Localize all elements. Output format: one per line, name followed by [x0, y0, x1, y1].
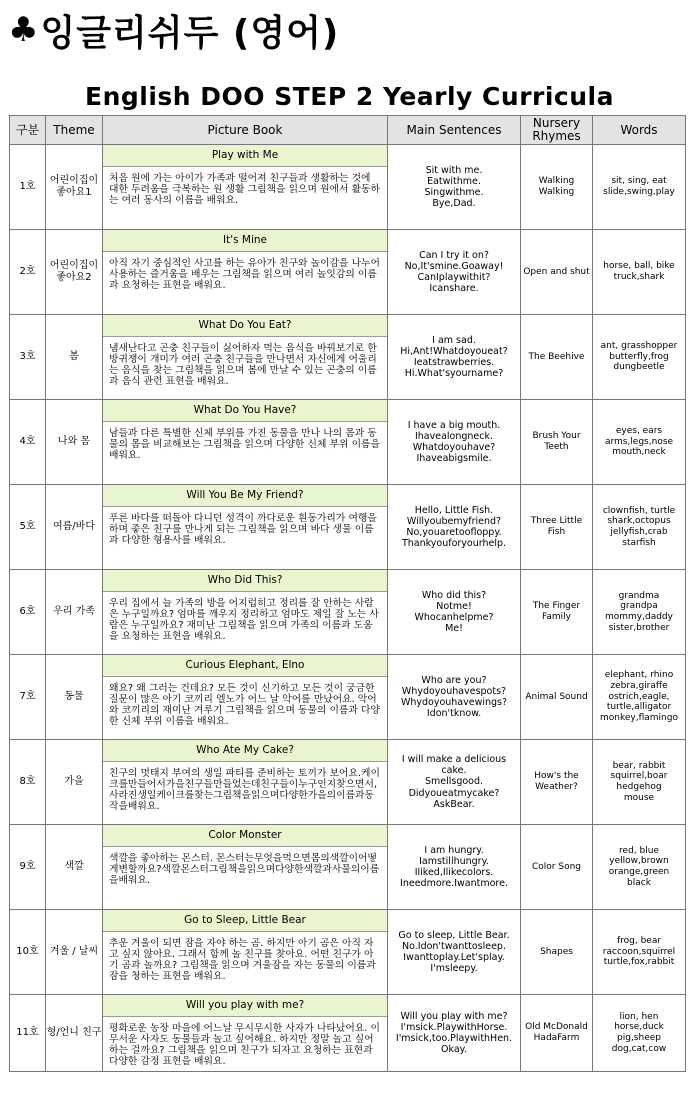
picture-book-description: 친구의 멋태지 부여의 생일 파티를 준비하는 토끼가 보어요.케이크를만들어서가을친구들만들었는데친구들이누구인지찾으면서,사라진생일케이크를찾는그림책을읽으며다양한가을의이름과동작을배워요.: [109, 768, 380, 813]
picture-book-title: Will You Be My Friend?: [103, 485, 387, 507]
picture-book-description: 아직 자기 중심적인 사고를 하는 유아가 친구와 놀이감을 나누어 사용하는 즐거움을 배우는 그림책을 읽으며 여러 놀잇감의 이름과 요청하는 표현을 배워요.: [109, 258, 380, 292]
sentence-line: Whatdoyouhave?: [412, 442, 496, 453]
picture-book-title: What Do You Have?: [103, 400, 387, 422]
issue-number: 8호: [10, 740, 46, 825]
sentence-line: Me!: [445, 623, 463, 635]
sentence-line: Thankyouforyourhelp.: [401, 538, 507, 550]
word-line: raccoon,squirrel: [602, 946, 676, 957]
words-cell: [593, 995, 686, 1072]
word-line: ostrich,eagle,: [608, 691, 670, 702]
main-sentences-cell: [388, 825, 521, 910]
sentence-line: Iwanttoplay.Let'splay.: [403, 952, 505, 963]
words-cell: [593, 315, 686, 400]
sentence-line: Go to sleep, Little Bear.: [398, 929, 510, 941]
theme-cell: 여름/바다: [46, 485, 103, 570]
issue-number: 6호: [10, 570, 46, 655]
brand-title: 잉글리쉬두 (영어): [40, 12, 340, 54]
picture-book-description: 색깔을 좋아하는 몬스터. 몬스터는무엇을먹으면몸의색깔이어떻게변할까요?색깔몬스터그림책을읽으며다양한색깔과사물의이름을배워요.: [109, 853, 380, 887]
brand-header: [8, 4, 339, 56]
words-cell: [593, 145, 686, 230]
picture-book-title: Play with Me: [103, 145, 387, 167]
sentence-line: I will make a delicious cake.: [401, 753, 507, 777]
theme-cell: 봄: [46, 315, 103, 400]
theme-cell: 겨울 / 날씨: [46, 910, 103, 995]
word-line: clownfish, turtle: [602, 505, 676, 516]
picture-book-title: Curious Elephant, Elno: [103, 655, 387, 677]
column-header-no: 구분: [10, 116, 46, 145]
picture-book-description: 평화로운 농장 마을에 어느날 무시무시한 사자가 나타났어요. 이 무서운 사자도 동물들과 놀고 싶어해요. 하지만 정말 놀고 싶어하는 걸까요? 그림책을 읽으며 친구가 되자고 요청하는 표현과 다양한 감정 표현을 배워요.: [109, 1023, 380, 1068]
sentence-line: Whydoyouhavewings?: [400, 697, 508, 708]
table-row: [10, 400, 686, 485]
sentence-line: I'msleepy.: [430, 963, 478, 975]
words-cell: [593, 400, 686, 485]
sentence-line: Idon'tknow.: [426, 708, 482, 720]
word-line: shark,octopus: [607, 516, 671, 527]
sentence-line: I'msick.PlaywithHorse.: [400, 1021, 508, 1033]
word-line: slide,swing,play: [603, 187, 675, 197]
picture-book-cell: [103, 230, 388, 315]
table-row: [10, 315, 686, 400]
column-header-nursery-rhymes: Nursery Rhymes: [521, 116, 593, 145]
picture-book-cell: [103, 570, 388, 655]
main-sentences-cell: [388, 995, 521, 1072]
sentence-line: No,youaretoofloppy.: [406, 527, 502, 538]
nursery-rhyme-cell: Three Little Fish: [521, 485, 593, 570]
word-line: black: [627, 877, 651, 888]
nursery-rhyme-cell: Old McDonald HadaFarm: [521, 995, 593, 1072]
nursery-rhyme-cell: Open and shut: [521, 230, 593, 315]
sentence-line: I am sad.: [432, 334, 476, 346]
table-row: [10, 740, 686, 825]
picture-book-cell: [103, 485, 388, 570]
sentence-line: Ineedmore.Iwantmore.: [400, 878, 508, 890]
main-sentences-cell: [388, 145, 521, 230]
word-line: jellyfish,crab: [610, 527, 668, 537]
picture-book-title: Who Ate My Cake?: [103, 740, 387, 762]
issue-number: 9호: [10, 825, 46, 910]
words-cell: [593, 655, 686, 740]
issue-number: 7호: [10, 655, 46, 740]
word-line: truck,shark: [613, 272, 665, 282]
table-row: [10, 910, 686, 995]
nursery-rhyme-cell: Color Song: [521, 825, 593, 910]
word-line: turtle,alligator: [606, 702, 672, 713]
table-header-row: [10, 116, 686, 145]
nursery-rhyme-cell: Brush Your Teeth: [521, 400, 593, 485]
word-line: bear, rabbit: [612, 760, 666, 771]
theme-cell: 동물: [46, 655, 103, 740]
picture-book-cell: [103, 315, 388, 400]
nursery-rhyme-cell: Shapes: [521, 910, 593, 995]
theme-cell: 어린이집이 좋아요1: [46, 145, 103, 230]
picture-book-description: 추운 겨울이 되면 잠을 자야 하는 곰. 하지만 아기 곰은 아직 자고 싶지 않아요. 그래서 함께 놀 친구를 찾아요. 어떤 친구가 아기 곰과 놀까요? 그림책을 읽으며 겨울잠을 자는 동물의 이름과 잠을 청하는 표현을 배워요.: [109, 938, 376, 983]
issue-number: 1호: [10, 145, 46, 230]
main-sentences-cell: [388, 315, 521, 400]
main-sentences-cell: [388, 400, 521, 485]
picture-book-cell: [103, 910, 388, 995]
sentence-line: I'msick,too.PlaywithHen.: [395, 1033, 513, 1044]
word-line: turtle,fox,rabbit: [603, 957, 675, 968]
sentence-line: Hi,Ant!Whatdoyoueat?: [400, 345, 508, 357]
picture-book-cell: [103, 825, 388, 910]
picture-book-cell: [103, 740, 388, 825]
issue-number: 5호: [10, 485, 46, 570]
picture-book-description: 푸른 바다를 떠돌아 다니던 성격이 까다로운 흰동가리가 여행을 하며 좋은 친구를 만나게 되는 그림책을 읽으며 바다 생물 이름과 다양한 형용사를 배워요.: [109, 513, 377, 547]
nursery-rhyme-cell: Walking Walking: [521, 145, 593, 230]
word-line: pig,sheep: [617, 1033, 661, 1043]
word-line: zebra,giraffe: [610, 681, 668, 692]
picture-book-description: 남들과 다른 특별한 신체 부위를 가진 동물을 만나 나의 몸과 동물의 몸을 비교해보는 그림책을 읽으며 다양한 신체 부위 이름을 배워요.: [109, 428, 380, 462]
table-row: [10, 230, 686, 315]
word-line: grandpa: [620, 601, 658, 612]
word-line: mouse: [623, 792, 655, 803]
picture-book-title: Go to Sleep, Little Bear: [103, 910, 387, 932]
picture-book-cell: [103, 400, 388, 485]
picture-book-description: 냄새난다고 곤충 친구들이 싫어하자 먹는 음식을 바꿔보기로 한 방귀쟁이 개미가 여러 곤충 친구들을 만나면서 자신에게 어울리는 음식을 찾는 그림책을 읽으며 봄에 만날 수 있는 곤충의 이름과 음식 관련 표현을 배워요.: [109, 343, 377, 388]
theme-cell: 형/언니 친구: [46, 995, 103, 1072]
sentence-line: Hello, Little Fish.: [414, 504, 494, 516]
theme-cell: 나와 몸: [46, 400, 103, 485]
word-line: frog, bear: [616, 936, 662, 947]
table-row: [10, 485, 686, 570]
word-line: starfish: [622, 537, 656, 548]
nursery-rhyme-cell: Animal Sound: [521, 655, 593, 740]
issue-number: 11호: [10, 995, 46, 1072]
picture-book-title: Color Monster: [103, 825, 387, 847]
main-sentences-cell: [388, 485, 521, 570]
words-cell: [593, 570, 686, 655]
words-cell: [593, 910, 686, 995]
picture-book-cell: [103, 655, 388, 740]
issue-number: 4호: [10, 400, 46, 485]
theme-cell: 색깔: [46, 825, 103, 910]
sentence-line: Smellsgood.: [424, 776, 484, 788]
table-row: [10, 655, 686, 740]
word-line: mommy,daddy: [605, 612, 673, 622]
words-cell: [593, 485, 686, 570]
sentence-line: I am hungry.: [424, 844, 484, 856]
sentence-line: Willyoubemyfriend?: [406, 515, 502, 527]
picture-book-cell: [103, 995, 388, 1072]
theme-cell: 어린이집이 좋아요2: [46, 230, 103, 315]
table-row: [10, 995, 686, 1072]
main-sentences-cell: [388, 230, 521, 315]
word-line: arms,legs,nose: [604, 436, 674, 447]
main-sentences-cell: [388, 740, 521, 825]
picture-book-description: 처음 원에 가는 아이가 가족과 떨어져 친구들과 생활하는 것에 대한 두려움을 극복하는 원 생활 그림책을 읽으며 원에서 활동하는 여러 동사의 이름을 배워요.: [109, 173, 380, 207]
nursery-rhyme-cell: The Finger Family: [521, 570, 593, 655]
word-line: dog,cat,cow: [611, 1043, 667, 1054]
theme-cell: 우리 가족: [46, 570, 103, 655]
table-row: [10, 825, 686, 910]
words-cell: [593, 740, 686, 825]
word-line: eyes, ears: [615, 426, 663, 437]
word-line: lion, hen: [619, 1011, 659, 1022]
picture-book-description: 우리 집에서 늘 가족의 방을 어지럽히고 정리를 잘 안하는 사람은 누구일까요? 엄마를 깨우지 정리하고 엄마도 제일 잘 노는 사람은 누구일까요? 재미난 그림책을 읽으며 가족의 이름과 도움을 요청하는 표현을 배워요.: [109, 598, 379, 643]
word-line: sit, sing, eat: [611, 176, 667, 187]
document-title: English DOO STEP 2 Yearly Curricula: [85, 82, 614, 111]
sentence-line: Iamstillhungry.: [419, 855, 489, 867]
sentence-line: Ihaveabigsmile.: [416, 453, 492, 465]
word-line: horse, ball, bike: [603, 261, 675, 272]
sentence-line: Icanshare.: [429, 283, 479, 295]
curriculum-table: [9, 115, 686, 1072]
picture-book-title: Will you play with me?: [103, 995, 387, 1017]
word-line: red, blue: [619, 845, 659, 856]
sentence-line: No,It'smine.Goaway!: [404, 260, 504, 272]
words-cell: [593, 825, 686, 910]
word-line: dungbeetle: [613, 362, 665, 373]
issue-number: 3호: [10, 315, 46, 400]
picture-book-title: Who Did This?: [103, 570, 387, 592]
column-header-theme: Theme: [46, 116, 103, 145]
sentence-line: I have a big mouth.: [407, 419, 501, 431]
sentence-line: CanIplaywithit?: [417, 272, 491, 283]
sentence-line: Can I try it on?: [419, 249, 489, 261]
word-line: mouth,neck: [612, 447, 666, 458]
word-line: horse,duck: [614, 1022, 664, 1033]
sentence-line: AskBear.: [433, 798, 475, 810]
sentence-line: Sit with me.: [425, 164, 483, 176]
nursery-rhyme-cell: How's the Weather?: [521, 740, 593, 825]
sentence-line: Singwithme.: [424, 187, 484, 198]
word-line: hedgehog: [616, 782, 662, 792]
word-line: squirrel,boar: [610, 771, 668, 782]
main-sentences-cell: [388, 655, 521, 740]
issue-number: 10호: [10, 910, 46, 995]
sentence-line: Who are you?: [421, 674, 487, 686]
sentence-line: Will you play with me?: [400, 1010, 508, 1022]
word-line: elephant, rhino: [604, 670, 674, 681]
sentence-line: Bye,Dad.: [432, 198, 476, 210]
word-line: yellow,brown: [609, 856, 669, 867]
sentence-line: Ihavealongneck.: [414, 430, 494, 442]
theme-cell: 가을: [46, 740, 103, 825]
issue-number: 2호: [10, 230, 46, 315]
words-cell: [593, 230, 686, 315]
main-sentences-cell: [388, 570, 521, 655]
column-header-words: Words: [593, 116, 686, 145]
word-line: grandma: [618, 590, 660, 601]
sentence-line: Notme!: [436, 600, 472, 612]
sentence-line: Iliked,Ilikecolors.: [414, 867, 494, 878]
sentence-line: Whydoyouhavespots?: [401, 685, 507, 697]
column-header-main-sentences: Main Sentences: [388, 116, 521, 145]
word-line: sister,brother: [608, 622, 670, 633]
table-row: [10, 570, 686, 655]
word-line: ant, grasshopper: [600, 341, 678, 352]
sentence-line: Didyoueatmycake?: [408, 787, 500, 799]
club-suit-icon: ♣: [8, 10, 39, 50]
picture-book-description: 왜요? 왜 그러는 건데요? 모든 것이 신기하고 모든 것이 궁금한 질문이 많은 아기 코끼리 엘노가 어느 날 악어를 만났어요. 악어와 코끼리의 재미난 겨루기 그림책을 읽으며 동물의 이름과 다양한 신체 부위 이름을 배워요.: [109, 683, 380, 728]
sentence-line: Who did this?: [421, 589, 487, 601]
column-header-picture-book: Picture Book: [103, 116, 388, 145]
picture-book-title: What Do You Eat?: [103, 315, 387, 337]
word-line: butterfly,frog: [609, 351, 669, 362]
nursery-rhyme-cell: The Beehive: [521, 315, 593, 400]
word-line: monkey,flamingo: [600, 712, 678, 723]
sentence-line: Ieatstrawberries.: [413, 357, 495, 368]
main-sentences-cell: [388, 910, 521, 995]
sentence-line: No.Idon'twanttosleep.: [402, 940, 506, 952]
sentence-line: Hi.What'syourname?: [404, 368, 504, 380]
sentence-line: Eatwithme.: [427, 175, 481, 187]
word-line: orange,green: [608, 867, 670, 877]
picture-book-cell: [103, 145, 388, 230]
picture-book-title: It's Mine: [103, 230, 387, 252]
table-row: [10, 145, 686, 230]
sentence-line: Okay.: [441, 1044, 467, 1056]
sentence-line: Whocanhelpme?: [414, 612, 494, 623]
